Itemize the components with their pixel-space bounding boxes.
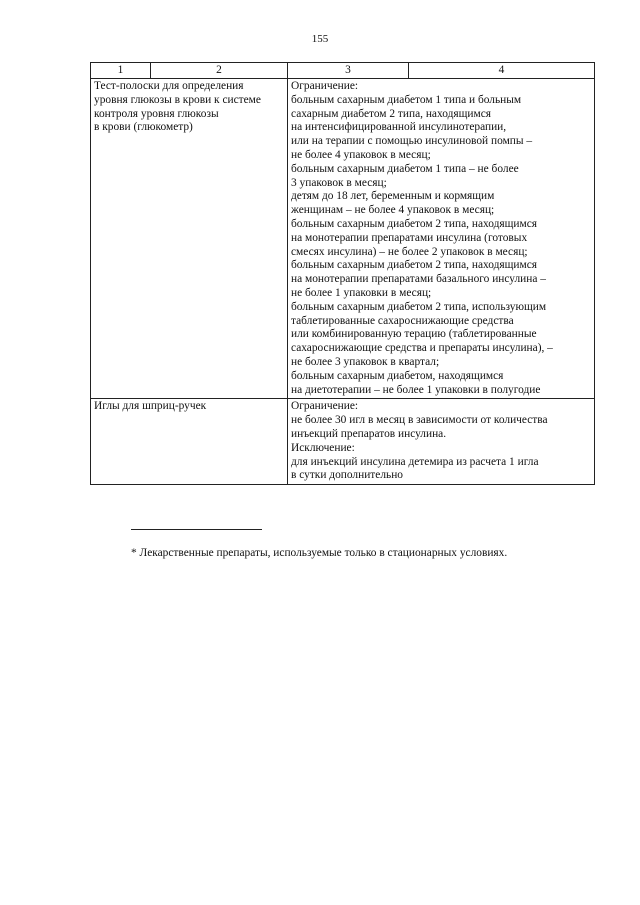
text-line: в крови (глюкометр) xyxy=(94,121,193,134)
text-line: 3 упаковок в месяц; xyxy=(291,176,387,189)
text-line: сахарным диабетом 2 типа, находящимся xyxy=(291,107,492,120)
text-line: больным сахарным диабетом 2 типа, находящимся xyxy=(291,259,538,272)
text-line: или комбинированную терацию (таблетированные xyxy=(291,328,537,341)
condition-cell xyxy=(288,79,595,399)
header-cell-3: 3 xyxy=(288,63,409,79)
footnote-text: * Лекарственные препараты, используемые только в стационарных условиях. xyxy=(131,547,508,559)
text-line: больным сахарным диабетом 1 типа – не более xyxy=(291,162,519,175)
text-line: не более 30 игл в месяц в зависимости от количества xyxy=(291,414,548,427)
text-line: на интенсифицированной инсулинотерапии, xyxy=(291,121,507,134)
header-cell-1: 1 xyxy=(91,63,151,79)
text-line: больным сахарным диабетом, находящимся xyxy=(291,369,504,382)
text-line: Исключение: xyxy=(291,441,355,454)
table-header-row xyxy=(91,63,595,79)
table-row xyxy=(91,79,595,399)
text-line: на монотерапии препаратами инсулина (готовых xyxy=(291,231,528,244)
footnote-divider xyxy=(131,529,262,530)
text-line: больным сахарным диабетом 1 типа и больным xyxy=(291,93,522,106)
text-line: на монотерапии препаратами базального инсулина – xyxy=(291,273,546,286)
text-line: Ограничение: xyxy=(291,400,359,413)
header-cell-2: 2 xyxy=(151,63,288,79)
text-line: сахароснижающие средства и препараты инсулина), – xyxy=(291,342,553,355)
restrictions-table xyxy=(90,62,595,485)
table-row xyxy=(91,399,595,485)
text-line: детям до 18 лет, беременным и кормящим xyxy=(291,190,495,203)
text-line: не более 4 упаковок в месяц; xyxy=(291,148,431,161)
text-line: Тест-полоски для определения xyxy=(94,80,244,92)
text-line: не более 1 упаковки в месяц; xyxy=(291,286,432,299)
text-line: женщинам – не более 4 упаковок в месяц; xyxy=(291,204,495,217)
text-line: инъекций препаратов инсулина. xyxy=(291,427,447,440)
text-line: на диетотерапии – не более 1 упаковки в полугодие xyxy=(291,383,541,396)
text-line: не более 3 упаковок в квартал; xyxy=(291,355,440,368)
page-number: 155 xyxy=(311,33,329,45)
text-line: смесях инсулина) – не более 2 упаковок в месяц; xyxy=(291,245,528,258)
text-line: уровня глюкозы в крови к системе xyxy=(94,93,261,106)
product-name-cell xyxy=(91,399,288,485)
text-line: Ограничение: xyxy=(291,80,359,92)
text-line: больным сахарным диабетом 2 типа, находящимся xyxy=(291,217,538,230)
text-line: таблетированные сахароснижающие средства xyxy=(291,314,514,327)
header-cell-4: 4 xyxy=(409,63,595,79)
text-line: для инъекций инсулина детемира из расчета 1 игла xyxy=(291,455,539,468)
condition-cell xyxy=(288,399,595,485)
text-line: в сутки дополнительно xyxy=(291,469,403,482)
text-line: контроля уровня глюкозы xyxy=(94,107,219,120)
product-name-cell xyxy=(91,79,288,399)
text-line: Иглы для шприц-ручек xyxy=(94,400,207,413)
text-line: или на терапии с помощью инсулиновой помпы – xyxy=(291,135,533,148)
text-line: больным сахарным диабетом 2 типа, использующим xyxy=(291,300,547,313)
